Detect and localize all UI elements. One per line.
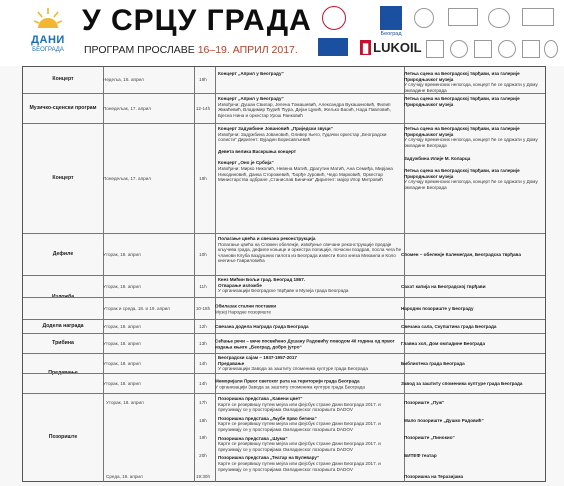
- program-cell: Сећање речи – вече посвећено Душану Радовићу поводом 40 година од првог издања књиге „Београд, добро јутро“: [215, 334, 405, 354]
- program-cell: Концерт „Април у Београду“: [215, 67, 405, 93]
- program-cell: Обилазак стални поставки Музеј Народне позориште: [215, 298, 405, 320]
- time-cell: 11h: [191, 276, 216, 298]
- table-row-theatre: [23, 393, 545, 482]
- date-cell: Уторак, 18. април: [103, 374, 195, 394]
- sponsor-lukoil: [360, 40, 422, 56]
- sponsor-logo-4: [448, 8, 478, 26]
- date-cell: Понедељак, 17. април: [103, 124, 195, 234]
- subtitle-text: ПРОГРАМ ПРОСЛАВЕ: [84, 44, 195, 56]
- category-cell: Музичко-сценски програм: [23, 94, 104, 124]
- dani-beograda-logo: [20, 6, 76, 60]
- date-cell: Уторак, 18. април: [103, 234, 195, 276]
- logo-title: ДАНИ: [31, 34, 65, 46]
- lukoil-mark-icon: ▮: [362, 40, 370, 55]
- date-cell: Недеља, 16. април: [103, 67, 195, 93]
- place-cell: Свечана сала, Скупштина града Београда: [401, 324, 497, 330]
- program-table: [22, 66, 546, 482]
- category-cell: Позориште: [23, 394, 104, 482]
- sponsor-logo-3: [414, 8, 434, 28]
- time-cell: 14h: [191, 374, 216, 394]
- table-row: [23, 233, 545, 276]
- logo-subtitle: БЕОГРАДА: [32, 47, 64, 53]
- category-cell: Предавање: [23, 354, 104, 394]
- time-cell: 10h: [191, 234, 216, 276]
- date-cell: Уторак, 18. април: [103, 334, 195, 354]
- place-cell: Позориште „Пуж“ Мало позориште „Душко Радовић“ Позориште „Пинокио“ БИТЕФ театар Позоришна на Теразијама: [404, 400, 484, 480]
- date-cell: Уторак, 18. април Среда, 19. април: [103, 394, 195, 482]
- time-cell: 17h 18h 19h 20h 19:30h: [191, 394, 216, 482]
- sun-logo-icon: [34, 6, 62, 34]
- program-cell: Свечана додела Награда града Београда: [215, 320, 405, 334]
- category-cell: Концерт: [23, 124, 104, 234]
- category-cell: Трибина: [23, 334, 104, 354]
- date-cell: Уторак, 18. април: [103, 320, 195, 334]
- program-cell: Меморијали Првог светског рата на територији града Београда У организацији Завода за заштиту споменика културе града Београда: [215, 374, 405, 394]
- time-cell: 12h: [191, 320, 216, 334]
- time-cell: 12-14h: [191, 94, 216, 124]
- page-title: У СРЦУ ГРАДА: [82, 4, 312, 37]
- time-cell: 10-18h: [191, 298, 216, 320]
- sponsor-logo-1: [322, 6, 346, 30]
- place-cell: Спомен – обележје Калемегдан, Београдска тврђава: [401, 252, 521, 258]
- table-row: [23, 333, 545, 354]
- time-cell: 19h: [191, 67, 216, 93]
- sponsor-logo-14: [544, 40, 558, 58]
- header: [0, 0, 564, 66]
- program-cell: Позоришна представа „Кавени цвет“ Карте се резервишу путем мејла или фејсбук стране Дани Београда 2017. и преузимају се у просторијама Омладинског позоришта DADOV Позоришна представа „Љубе прво бегина“ Карте се резервишу путем мејла или фејсбук стране Дани Београда 2017. и преузимају се у просторијама Омладинског позоришта DADOV Позоришна представа „Шума“ Карте се резервишу путем мејла или фејсбук стране Дани Београда 2017. и преузимају се у просторијама Омладинског позоришта DADOV Позоришна представа „Театар на Булевару“ Карте се резервишу путем мејла или фејсбук стране Дани Београда 2017. и преузимају се у просторијама Омладинског позоришта DADOV: [215, 394, 405, 482]
- sponsor-logo-7: [318, 38, 348, 56]
- sponsor-logo-beograd: [380, 6, 402, 30]
- place-cell: Завод за заштиту споменика културе града Београда: [401, 381, 523, 387]
- date-cell: Уторак и среда, 18. и 19. април: [103, 298, 195, 320]
- sponsor-logo-12: [498, 40, 516, 58]
- place-cell: Библиотека града Београда: [401, 361, 465, 367]
- category-cell: Додела награда: [23, 320, 104, 334]
- category-cell: Изложба: [23, 276, 104, 320]
- subtitle-dates: 16–19. АПРИЛ 2017.: [197, 44, 298, 56]
- category-cell: Концерт: [23, 67, 104, 93]
- sponsor-logo-6: [522, 8, 554, 26]
- place-cell: Сахат капија на Београдској тврђави: [401, 284, 486, 290]
- sponsor-logo-13: [522, 40, 540, 58]
- date-cell: Уторак, 18. април: [103, 276, 195, 298]
- table-row: [23, 67, 545, 93]
- table-row: [23, 373, 545, 394]
- program-cell: Полагање цвећа и свечана реконструкција Полагање цвећа на Спомен обележје, извођење свечане реконструкције предаје кључева града, дефиле коњице и оркестра полиције, почасни поздрав, посла чега ће чланови Клуба ваздушних пилота из Београда извести Коло кнеза Михаила и Коло кнегиње Гавриловића: [215, 234, 405, 276]
- program-cell: Београдски сајам – 1937-1957-2017 Предавање У организацији Завода за заштиту споменика културе града Београда: [215, 354, 405, 374]
- sponsor-logo-9: [426, 40, 444, 58]
- category-cell: Дефиле: [23, 234, 104, 276]
- place-cell: Народни позориште у Београду: [401, 306, 474, 312]
- place-cell: Летња сцена на Београдској тврђави, иза галерије Природњачког музеја: [404, 96, 520, 107]
- sponsor-beograd-label: Београд: [380, 31, 402, 37]
- lukoil-text: LUKOIL: [373, 40, 422, 55]
- sponsor-logo-10: [450, 40, 468, 58]
- time-cell: 13h: [191, 334, 216, 354]
- time-cell: 19h: [191, 124, 216, 234]
- date-cell: Уторак, 18. април: [103, 354, 195, 374]
- page-subtitle: [84, 44, 298, 56]
- place-cell: Летња сцена на Београдској тврђави, иза галерије Природњачког музеја У случају временских непогода, концерт ће се одржати у Дому омладине Београда Задужбина Илије М. Коларца Летња сцена на Београдској тврђави, иза галерије Природњачког музеја У случају временских непогода, концерт ће се одржати у Дому омладине Београда: [404, 126, 538, 190]
- place-cell: Летња сцена на Београдској тврђави, иза галерије Природњачког музеја У случају временских непогода, концерт ће се одржати у Дому омладине Београда: [404, 71, 538, 93]
- table-row: [23, 297, 545, 320]
- sponsor-logo-5: [488, 8, 510, 28]
- time-cell: 14h: [191, 354, 216, 374]
- sponsor-logos: [318, 4, 558, 62]
- program-cell: Концерт „Април у Београду“ Извођачи: Душан Свилар, Јелена Томашевић, Александра Вукашиновић, Филип Жмаћевић, Владимир Ђурић Ђура, Дејан Цукић, Жељко Васић, Нада Павловић, Бјесна Нина и оркестар Урош Ранковић: [215, 94, 405, 124]
- program-cell: Кнез Мићин Бољи град. Београд 1867. Отварање изложбе У организацији Београдске тврђаве и Музеја града Београда: [215, 276, 405, 298]
- table-row: [23, 353, 545, 377]
- place-cell: Главна хол, Дом омладине Београда: [401, 341, 485, 347]
- date-cell: Понедељак, 17. април: [103, 94, 195, 124]
- table-row: [23, 123, 545, 234]
- program-cell: Концерт Задужбине Јовановић „Приједски звуци“ Извођачи: Задужбина Јовановић, Оливер Њего, Гудачки оркестар „Београдски солисти“ Диригент: Вујадин Борисављевић Девета велика Васкршња концерт Концерт „Оно је Србија“ Извођачи: Мирко Николић, Невена Матић, Драгутин Матић, Ана Семиђа, Мирјана Никодиновић, Данка Сторожевић, Ђорђе Јуровић, Чедо Марковић, Оркестар Министарства одбране „Станислав Бинички“ Диригент: мајор Игор Митровић: [215, 124, 405, 234]
- table-row: [23, 275, 545, 301]
- table-row: [23, 319, 545, 334]
- sponsor-logo-11: [474, 40, 492, 58]
- table-row: [23, 93, 545, 124]
